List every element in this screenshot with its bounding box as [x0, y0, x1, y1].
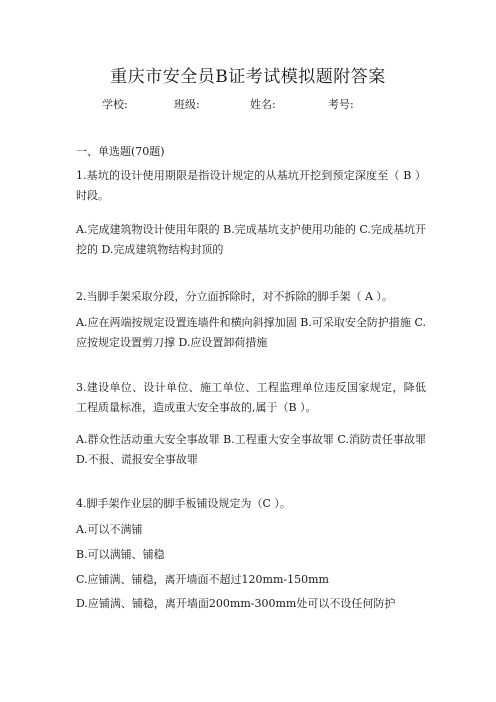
question-4-option-c: C.应铺满、铺稳，离开墙面不超过120mm-150mm	[76, 573, 329, 586]
question-4-option-a: A.可以不满铺	[76, 523, 143, 536]
name-field-label: 姓名:	[250, 98, 276, 111]
class-field-label: 班级:	[174, 98, 200, 111]
question-3-options: A.群众性活动重大安全事故罪 B.工程重大安全事故罪 C.消防责任事故罪 D.不报、谎报安全事故罪	[76, 433, 426, 466]
question-2-stem: 2.当脚手架采取分段，分立面拆除时，对不拆除的脚手架（ A ）。	[76, 290, 393, 303]
section-heading: 一、单选题(70题)	[76, 145, 165, 158]
number-field-label: 考号:	[328, 98, 354, 111]
document-title: 重庆市安全员B证考试模拟题附答案	[110, 67, 386, 87]
question-3-stem: 3.建设单位、设计单位、施工单位、工程监理单位违反国家规定，降低工程质量标准，造成重大安全事故的,属于（B ）。	[76, 381, 426, 414]
question-4-option-d: D.应铺满、铺稳，离开墙面200mm-300mm处可以不设任何防护	[76, 597, 396, 610]
question-4-stem: 4.脚手架作业层的脚手板铺设规定为（C ）。	[76, 497, 291, 510]
question-1-options: A.完成建筑物设计使用年限的 B.完成基坑支护使用功能的 C.完成基坑开挖的 D.完成建筑物结构封顶的	[76, 223, 426, 256]
question-4-option-b: B.可以满铺、铺稳	[76, 548, 165, 561]
school-field-label: 学校:	[102, 98, 128, 111]
question-2-options: A.应在两端按规定设置连墙件和横向斜撑加固 B.可采取安全防护措施 C.应按规定设置剪刀撑 D.应设置卸荷措施	[76, 316, 426, 349]
question-1-stem: 1.基坑的设计使用期限是指设计规定的从基坑开挖到预定深度至（ B ）时段。	[76, 169, 426, 202]
